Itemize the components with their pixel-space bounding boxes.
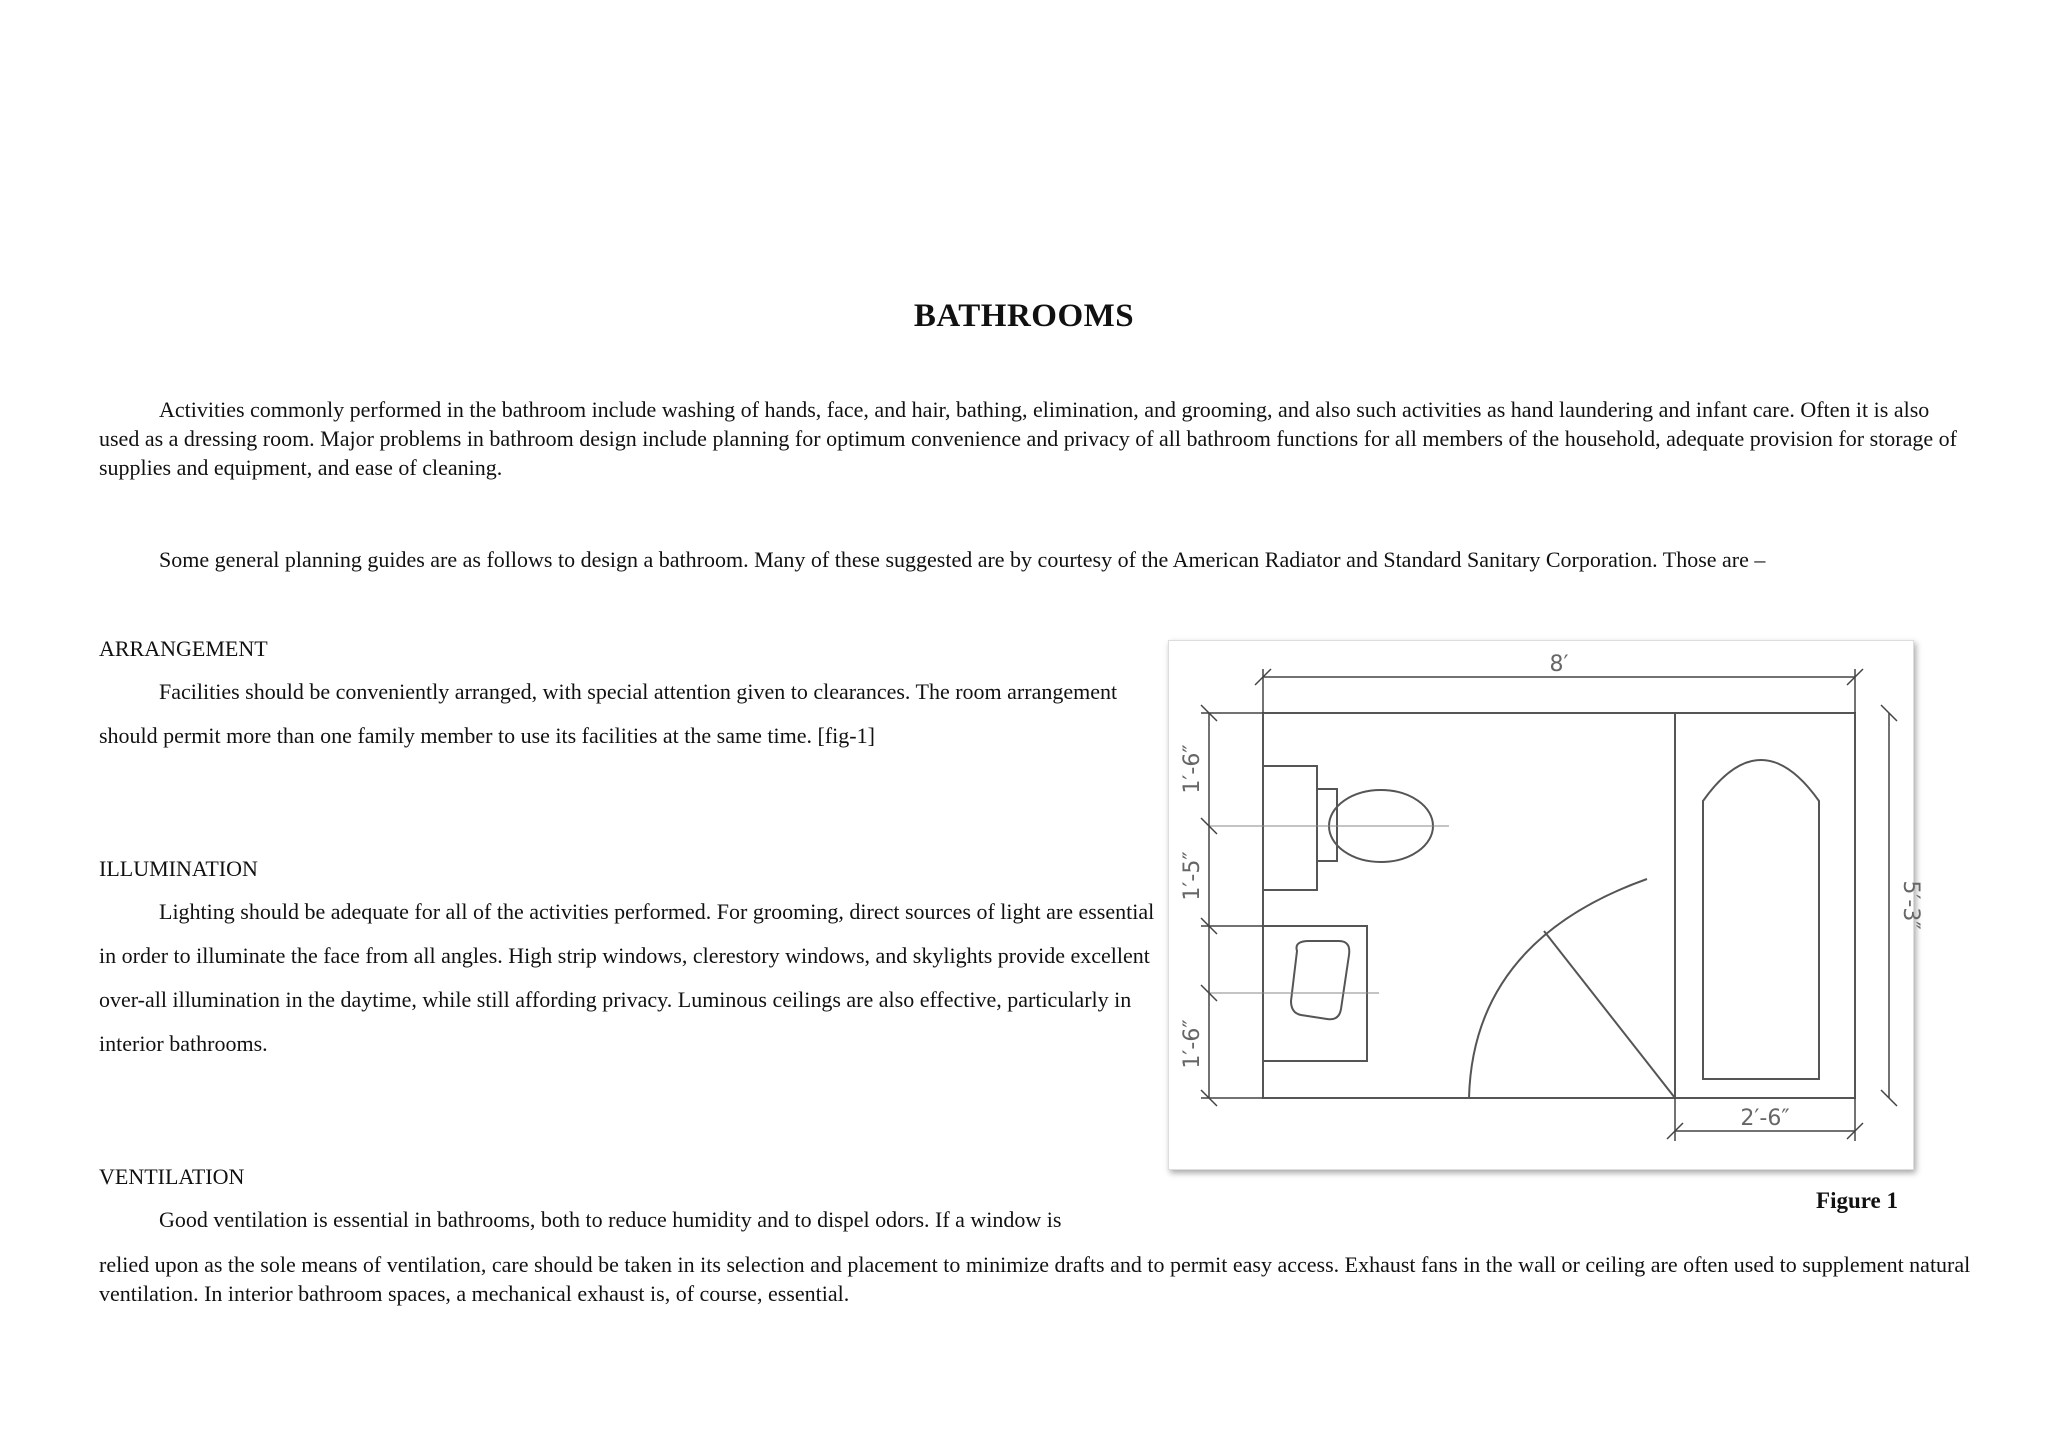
dim-depth-label: 5′-3″ [1898, 880, 1923, 930]
dimension-lines [1201, 669, 1897, 1141]
centre-lines [1209, 826, 1449, 993]
arrangement-text: Facilities should be conveniently arranged, with special attention given to clearances. The room arrangement should permit more than one family member to use its facilities at the same time. [fig-1] [99, 679, 1118, 748]
dim-tub-label: 2′-6″ [1740, 1106, 1790, 1131]
dim-width-label: 8′ [1549, 652, 1569, 677]
dim-toilet-label: 1′-6″ [1180, 744, 1205, 794]
guides-paragraph [99, 545, 1974, 574]
door-leaf [1544, 931, 1675, 1098]
dim-between-label: 1′-5″ [1180, 851, 1205, 901]
door-swing-arc [1469, 879, 1647, 1098]
dim-lavatory-label: 1′-6″ [1180, 1019, 1205, 1069]
figure-caption: Figure 1 [1816, 1188, 1898, 1213]
ventilation-body-first [99, 1198, 1219, 1242]
ventilation-body-rest: relied upon as the sole means of ventilation, care should be taken in its selection and placement to minimize drafts and to permit easy access. Exhaust fans in the wall or ceiling are often used to supplement natural ventilation. In interior bathroom spaces, a mechanical exhaust is, of course, essential. [99, 1252, 1971, 1306]
intro-paragraph [99, 395, 1974, 482]
bathtub [1703, 760, 1819, 1079]
bathroom-plan-figure [1168, 640, 1923, 1170]
illumination-heading: ILLUMINATION [99, 856, 258, 881]
ventilation-text-first: Good ventilation is essential in bathrooms, both to reduce humidity and to dispel odors. If a window is [159, 1207, 1062, 1232]
toilet-tank [1263, 766, 1317, 890]
bathroom-plan-drawing [1169, 641, 1923, 1169]
room-outline [1263, 713, 1855, 1098]
illumination-text: Lighting should be adequate for all of the activities performed. For grooming, direct sources of light are essential in order to illuminate the face from all angles. High strip windows, clerestory windows, and skylights provide excellent over-all illumination in the daytime, while still affording privacy. Luminous ceilings are also effective, particularly in interior bathrooms. [99, 899, 1155, 1056]
arrangement-body [99, 670, 1159, 758]
illumination-body [99, 890, 1159, 1066]
ventilation-heading: VENTILATION [99, 1164, 245, 1189]
lavatory-basin [1291, 941, 1349, 1019]
guides-text: Some general planning guides are as follows to design a bathroom. Many of these suggested are by courtesy of the American Radiator and Standard Sanitary Corporation. Those are – [159, 547, 1766, 572]
toilet-neck [1317, 789, 1337, 861]
arrangement-heading: ARRANGEMENT [99, 636, 268, 661]
intro-text: Activities commonly performed in the bathroom include washing of hands, face, and hair, bathing, elimination, and grooming, and also such activities as hand laundering and infant care. Often it is also used as a dressing room. Major problems in bathroom design include planning for optimum convenience and privacy of all bathroom functions for all members of the household, adequate provision for storage of supplies and equipment, and ease of cleaning. [99, 397, 1957, 480]
page-title: BATHROOMS [913, 298, 1135, 334]
